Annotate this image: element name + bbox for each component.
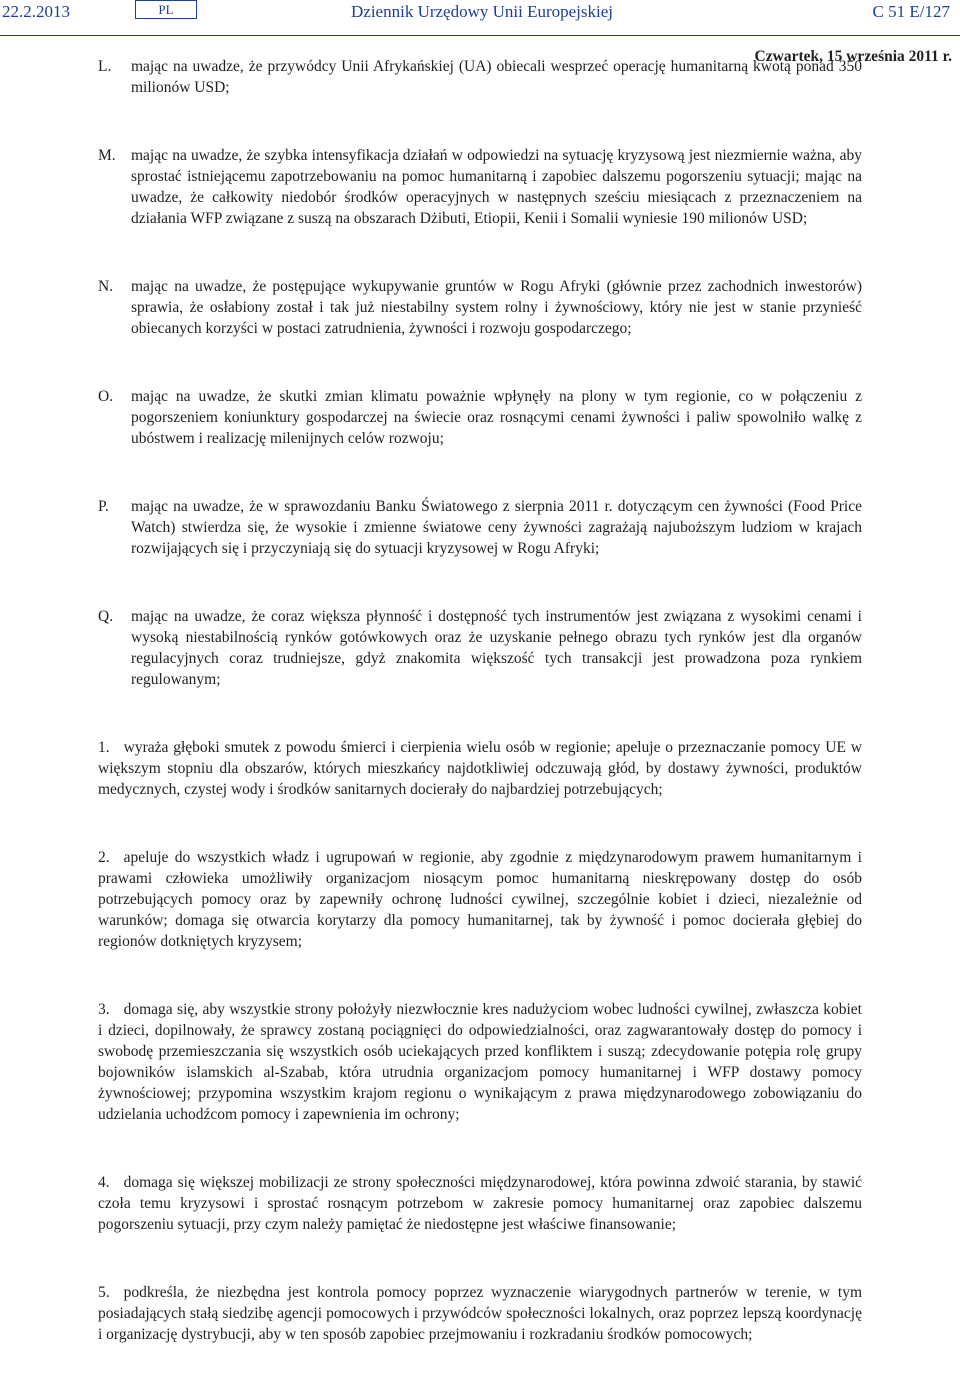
point-number: 5. [98,1284,110,1301]
recital-n [98,276,862,339]
recital-marker: M. [98,147,116,164]
session-date: Czwartek, 15 września 2011 r. [754,48,952,65]
language-code-box: PL [135,0,197,19]
point-2 [98,847,862,952]
recital-text: mając na uwadze, że szybka intensyfikacja działań w odpowiedzi na sytuację kryzysową jest niezmiernie ważna, aby sprostać istniejącemu zapotrzebowaniu na pomoc humanitarną i zapobiec dalszemu pogorszeniu sytuacji; mając na uwadze, że całkowity niedobór środków operacyjnych w następnych sześciu miesiącach z przeznaczeniem na działania WFP związane z suszą na obszarach Dżibuti, Etiopii, Kenii i Somalii wyniesie 190 milionów USD; [131,147,862,227]
recital-text: mając na uwadze, że skutki zmian klimatu poważnie wpłynęły na plony w tym regionie, co w połączeniu z pogorszeniem koniunktury gospodarczej na świecie oraz rosnącymi cenami żywności i paliw spowolniło walkę z ubóstwem i realizację milenijnych celów rozwoju; [131,388,862,447]
document-body [98,56,862,1345]
point-text: wyraża głęboki smutek z powodu śmierci i cierpienia wielu osób w regionie; apeluje o przeznaczanie pomocy UE w większym stopniu dla obszarów, których mieszkańcy najdotkliwiej odczuwają głód, by dostawy żywności, produktów medycznych, czystej wody i środków sanitarnych docierały do najbardziej potrzebujących; [98,739,862,798]
recital-marker: L. [98,58,112,75]
publication-date: 22.2.2013 [2,2,70,21]
recital-o [98,386,862,449]
recital-l [98,56,862,98]
recital-m [98,145,862,229]
point-text: domaga się, aby wszystkie strony położyły niezwłocznie kres nadużyciom wobec ludności cywilnej, zwłaszcza kobiet i dzieci, dopilnowały, że sprawcy zostaną pociągnięci do odpowiedzialności, oraz zagwarantowały dostęp do pomocy i swobodę przemieszczania się wszystkich osób uciekających przed konfliktem i suszą; zdecydowanie potępia rolę grupy bojowników islamskich al-Szabab, która utrudnia organizacjom pomocy humanitarnej i WFP dostawy pomocy żywnościowej; przypomina wszystkim krajom regionu o wynikającym z prawa międzynarodowego zobowiązaniu do udzielania uchodźcom pomocy i zapewnienia im ochrony; [98,1001,862,1123]
recital-marker: O. [98,388,114,405]
recital-q [98,606,862,690]
point-number: 1. [98,739,110,756]
point-1 [98,737,862,800]
recital-marker: P. [98,498,109,515]
point-text: podkreśla, że niezbędna jest kontrola pomocy poprzez wyznaczenie wiarygodnych partnerów w terenie, w tym posiadających stałą siedzibę agencji pomocowych i przywódców społeczności lokalnych, oraz poprzez lepszą koordynację i organizację dystrybucji, aby w ten sposób zapobiec przejmowaniu i rozkradaniu środków pomocowych; [98,1284,862,1343]
recital-marker: N. [98,278,114,295]
journal-reference: C 51 E/127 [872,2,950,21]
point-text: domaga się większej mobilizacji ze strony społeczności międzynarodowej, która powinna zdwoić starania, by stawić czoła temu kryzysowi i sprostać rosnącym potrzebom w zakresie pomocy humanitarnej oraz zapobiec dalszemu pogorszeniu sytuacji, przy czym należy pamiętać że niedostępne jest właściwe finansowanie; [98,1174,862,1233]
recital-text: mając na uwadze, że przywódcy Unii Afrykańskiej (UA) obiecali wesprzeć operację humanitarną kwotą ponad 350 milionów USD; [131,58,862,96]
recital-text: mając na uwadze, że w sprawozdaniu Banku Światowego z sierpnia 2011 r. dotyczącym cen żywności (Food Price Watch) stwierdza się, że wysokie i zmienne światowe ceny żywności zagrażają najuboższym ludziom w krajach rozwijających się i przyczyniają się do sytuacji kryzysowej w Rogu Afryki; [131,498,862,557]
recital-p [98,496,862,559]
point-4 [98,1172,862,1235]
point-number: 4. [98,1174,110,1191]
header-divider [0,35,960,36]
recital-text: mając na uwadze, że coraz większa płynność i dostępność tych instrumentów jest związana z wysokimi cenami i wysoką niestabilnością rynków gotówkowych oraz że uzyskanie pełnego obrazu tych rynków jest dla organów regulacyjnych coraz trudniejsze, gdyż znakomita większość tych transakcji jest prowadzona poza rynkiem regulowanym; [131,608,862,688]
recital-text: mając na uwadze, że postępujące wykupywanie gruntów w Rogu Afryki (głównie przez zachodnich inwestorów) sprawia, że osłabiony został i tak już niestabilny system rolny i żywnościowy, który nie jest w stanie przynieść obiecanych korzyści w postaci zatrudnienia, żywności i rozwoju gospodarczego; [131,278,862,337]
journal-header [0,2,960,30]
point-number: 3. [98,1001,110,1018]
recital-marker: Q. [98,608,114,625]
point-5 [98,1282,862,1345]
point-3 [98,999,862,1125]
point-text: apeluje do wszystkich władz i ugrupowań w regionie, aby zgodnie z międzynarodowym prawem humanitarnym i prawami człowieka umożliwiły organizacjom niosącym pomoc humanitarną nieskrępowany dostęp do osób potrzebujących pomocy oraz by zapewniły ochronę ludności cywilnej, szczególnie kobiet i dzieci, niezależnie od warunków; domaga się otwarcia korytarzy dla pomocy humanitarnej, tak by żywność i pomoc docierała głębiej do regionów dotkniętych kryzysem; [98,849,862,950]
point-number: 2. [98,849,110,866]
journal-title: Dziennik Urzędowy Unii Europejskiej [351,2,614,21]
